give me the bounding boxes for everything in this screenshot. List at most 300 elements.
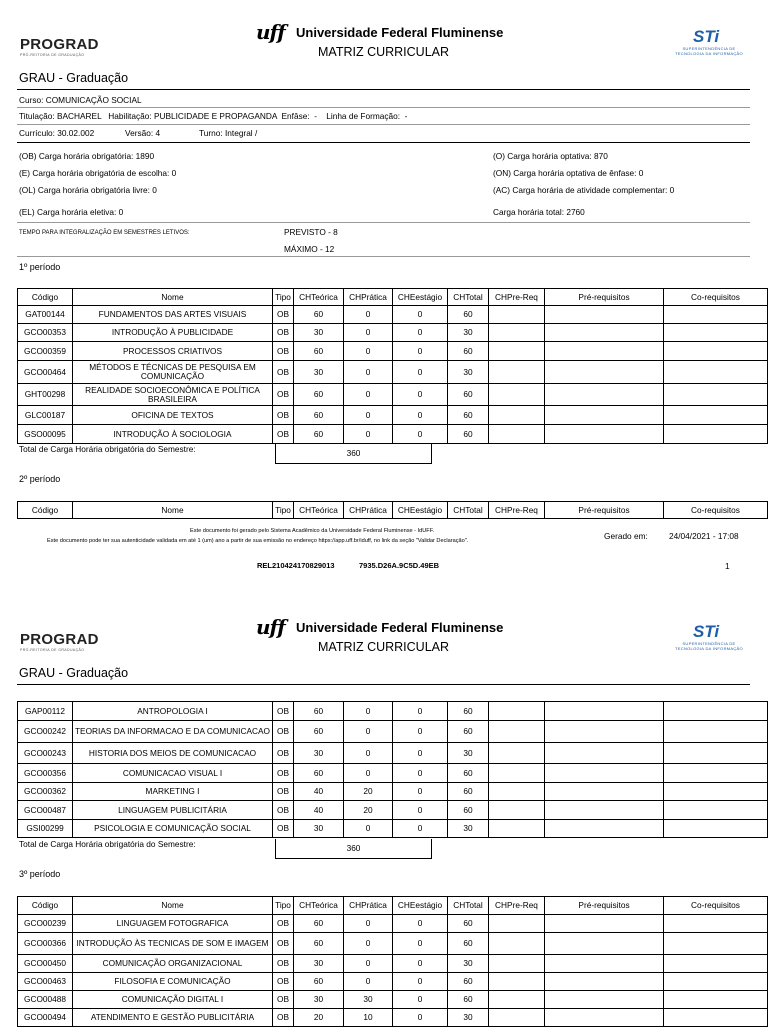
table-row [18, 743, 768, 764]
nome-cell: COMUNICAÇÃO DIGITAL I [73, 991, 273, 1009]
chteorica-cell: 60 [294, 306, 344, 324]
corequisitos-cell [664, 820, 768, 838]
chteorica-cell: 60 [294, 933, 344, 955]
periodo2-table [17, 701, 768, 838]
chprereq-cell [489, 306, 545, 324]
grau-heading: GRAU - Graduação [19, 71, 129, 85]
maximo-text: MÁXIMO - 12 [284, 244, 335, 254]
col-codigo: Código [18, 897, 73, 915]
prerequisitos-cell [545, 324, 664, 342]
chteorica-cell: 60 [294, 342, 344, 361]
grau-heading: GRAU - Graduação [19, 666, 129, 680]
prerequisitos-cell [545, 764, 664, 783]
chpratica-cell: 0 [344, 915, 393, 933]
col-tipo: Tipo [273, 289, 294, 306]
codigo-cell: GCO00366 [18, 933, 73, 955]
chtotal-cell: 30 [448, 361, 489, 384]
chpratica-cell: 0 [344, 721, 393, 743]
sti-subtitle-1: SUPERINTENDÊNCIA DE [682, 46, 736, 51]
prerequisitos-cell [545, 915, 664, 933]
table-row [18, 973, 768, 991]
col-corequisitos: Co-requisitos [664, 897, 768, 915]
chtotal-cell: 60 [448, 991, 489, 1009]
gerado-value: 24/04/2021 - 17:08 [669, 531, 739, 541]
codigo-cell: GCO00243 [18, 743, 73, 764]
nome-cell: ATENDIMENTO E GESTÃO PUBLICITÁRIA [73, 1009, 273, 1027]
tipo-cell: OB [273, 384, 294, 406]
sti-logo: STi [693, 27, 720, 46]
table-header-row [18, 897, 768, 915]
nome-cell: MÉTODOS E TÉCNICAS DE PESQUISA EM COMUNICAÇÃO [73, 361, 273, 384]
tipo-cell: OB [273, 915, 294, 933]
corequisitos-cell [664, 743, 768, 764]
chprereq-cell [489, 384, 545, 406]
versao-text: Versão: 4 [125, 128, 161, 138]
nome-cell: REALIDADE SOCIOECONÔMICA E POLÍTICA BRASILEIRA [73, 384, 273, 406]
divider [17, 222, 750, 223]
col-chpratica: CHPrática [344, 289, 393, 306]
chteorica-cell: 60 [294, 425, 344, 444]
tipo-cell: OB [273, 721, 294, 743]
gerado-label: Gerado em: [604, 531, 648, 541]
footer-line-1: Este documento foi gerado pelo Sistema Acadêmico da Universidade Federal Fluminense - IdUFF. [190, 528, 435, 534]
chteorica-cell: 30 [294, 955, 344, 973]
tipo-cell: OB [273, 933, 294, 955]
cheestagio-cell: 0 [393, 406, 448, 425]
chtotal-cell: 30 [448, 820, 489, 838]
chteorica-cell: 60 [294, 915, 344, 933]
chprereq-cell [489, 764, 545, 783]
table-row [18, 991, 768, 1009]
report-id: REL210424170829013 [257, 561, 335, 570]
chpratica-cell: 0 [344, 384, 393, 406]
chpratica-cell: 0 [344, 702, 393, 721]
turno-text: Turno: Integral / [199, 128, 258, 138]
prerequisitos-cell [545, 955, 664, 973]
col-chprereq: CHPre-Req [489, 289, 545, 306]
sti-subtitle-1: SUPERINTENDÊNCIA DE [682, 641, 736, 646]
ol-text: (OL) Carga horária obrigatória livre: 0 [19, 185, 157, 195]
divider [17, 256, 750, 257]
codigo-cell: GCO00353 [18, 324, 73, 342]
chprereq-cell [489, 991, 545, 1009]
corequisitos-cell [664, 764, 768, 783]
table-row [18, 933, 768, 955]
col-prerequisitos: Pré-requisitos [545, 289, 664, 306]
cheestagio-cell: 0 [393, 384, 448, 406]
table-row [18, 702, 768, 721]
chpratica-cell: 0 [344, 406, 393, 425]
codigo-cell: GCO00487 [18, 801, 73, 820]
codigo-cell: GSO00095 [18, 425, 73, 444]
chpratica-cell: 0 [344, 324, 393, 342]
chtotal-cell: 60 [448, 915, 489, 933]
cheestagio-cell: 0 [393, 991, 448, 1009]
nome-cell: PROCESSOS CRIATIVOS [73, 342, 273, 361]
col-prerequisitos: Pré-requisitos [545, 897, 664, 915]
prerequisitos-cell [545, 721, 664, 743]
prerequisitos-cell [545, 306, 664, 324]
university-name: Universidade Federal Fluminense [296, 620, 504, 635]
periodo-title: 2º período [19, 474, 61, 484]
col-chpratica: CHPrática [344, 502, 393, 519]
col-tipo: Tipo [273, 502, 294, 519]
corequisitos-cell [664, 991, 768, 1009]
tipo-cell: OB [273, 820, 294, 838]
table-row [18, 342, 768, 361]
sti-subtitle-2: TECNOLOGIA DA INFORMAÇÃO [675, 51, 743, 56]
prerequisitos-cell [545, 743, 664, 764]
chpratica-cell: 0 [344, 425, 393, 444]
codigo-cell: GCO00239 [18, 915, 73, 933]
cheestagio-cell: 0 [393, 702, 448, 721]
nome-cell: PSICOLOGIA E COMUNICAÇÃO SOCIAL [73, 820, 273, 838]
col-corequisitos: Co-requisitos [664, 289, 768, 306]
nome-cell: LINGUAGEM FOTOGRAFICA [73, 915, 273, 933]
prograd-logo: PROGRAD [20, 36, 99, 53]
col-chtotal: CHTotal [448, 502, 489, 519]
cheestagio-cell: 0 [393, 973, 448, 991]
university-name: Universidade Federal Fluminense [296, 25, 504, 40]
col-nome: Nome [73, 502, 273, 519]
periodo-title: 1º período [19, 262, 61, 272]
prerequisitos-cell [545, 820, 664, 838]
col-chtotal: CHTotal [448, 289, 489, 306]
cheestagio-cell: 0 [393, 743, 448, 764]
col-tipo: Tipo [273, 897, 294, 915]
document-title: MATRIZ CURRICULAR [318, 45, 450, 59]
col-codigo: Código [18, 502, 73, 519]
col-chtotal: CHTotal [448, 897, 489, 915]
report-hash: 7935.D26A.9C5D.49EB [359, 561, 440, 570]
divider [17, 142, 750, 143]
table-header-row [18, 502, 768, 519]
periodo-title: 3º período [19, 869, 61, 879]
chtotal-cell: 60 [448, 384, 489, 406]
table-row [18, 425, 768, 444]
sti-subtitle-2: TECNOLOGIA DA INFORMAÇÃO [675, 646, 743, 651]
prerequisitos-cell [545, 783, 664, 801]
nome-cell: INTRODUÇÃO À PUBLICIDADE [73, 324, 273, 342]
document-title: MATRIZ CURRICULAR [318, 640, 450, 654]
ac-text: (AC) Carga horária de atividade complementar: 0 [493, 185, 675, 195]
chpratica-cell: 0 [344, 342, 393, 361]
tipo-cell: OB [273, 783, 294, 801]
cheestagio-cell: 0 [393, 324, 448, 342]
table-row [18, 384, 768, 406]
nome-cell: TEORIAS DA INFORMACAO E DA COMUNICACAO [73, 721, 273, 743]
total-label: Total de Carga Horária obrigatória do Semestre: [19, 444, 196, 454]
table-row [18, 764, 768, 783]
prograd-logo: PROGRAD [20, 631, 99, 648]
sti-logo: STi [693, 622, 720, 641]
uff-logo: uff [256, 615, 285, 639]
on-text: (ON) Carga horária optativa de ênfase: 0 [493, 168, 644, 178]
chpratica-cell: 0 [344, 743, 393, 764]
titulacao-text: Titulação: BACHAREL Habilitação: PUBLICIDADE E PROPAGANDA Enfâse: - Linha de Formação: - [19, 111, 408, 121]
tipo-cell: OB [273, 702, 294, 721]
tipo-cell: OB [273, 306, 294, 324]
table-row [18, 361, 768, 384]
corequisitos-cell [664, 933, 768, 955]
prerequisitos-cell [545, 425, 664, 444]
nome-cell: OFICINA DE TEXTOS [73, 406, 273, 425]
tipo-cell: OB [273, 743, 294, 764]
table-row [18, 406, 768, 425]
periodo3-table [17, 896, 768, 1027]
cheestagio-cell: 0 [393, 783, 448, 801]
uff-logo: uff [256, 20, 285, 44]
corequisitos-cell [664, 361, 768, 384]
chpratica-cell: 0 [344, 306, 393, 324]
prerequisitos-cell [545, 406, 664, 425]
nome-cell: MARKETING I [73, 783, 273, 801]
codigo-cell: GSI00299 [18, 820, 73, 838]
chpratica-cell: 0 [344, 955, 393, 973]
chteorica-cell: 60 [294, 702, 344, 721]
tipo-cell: OB [273, 342, 294, 361]
tipo-cell: OB [273, 361, 294, 384]
cheestagio-cell: 0 [393, 820, 448, 838]
chtotal-cell: 60 [448, 973, 489, 991]
table-row [18, 306, 768, 324]
chpratica-cell: 30 [344, 991, 393, 1009]
prerequisitos-cell [545, 933, 664, 955]
chpratica-cell: 20 [344, 801, 393, 820]
col-cheestagio: CHEestágio [393, 289, 448, 306]
col-chteorica: CHTeórica [294, 502, 344, 519]
col-chpratica: CHPrática [344, 897, 393, 915]
chteorica-cell: 20 [294, 1009, 344, 1027]
col-chprereq: CHPre-Req [489, 897, 545, 915]
cheestagio-cell: 0 [393, 933, 448, 955]
chprereq-cell [489, 801, 545, 820]
curso-text: Curso: COMUNICAÇÃO SOCIAL [19, 95, 142, 105]
corequisitos-cell [664, 384, 768, 406]
prerequisitos-cell [545, 973, 664, 991]
nome-cell: COMUNICAÇÃO ORGANIZACIONAL [73, 955, 273, 973]
prerequisitos-cell [545, 991, 664, 1009]
ob-text: (OB) Carga horária obrigatória: 1890 [19, 151, 155, 161]
corequisitos-cell [664, 801, 768, 820]
col-prerequisitos: Pré-requisitos [545, 502, 664, 519]
cheestagio-cell: 0 [393, 801, 448, 820]
codigo-cell: GCO00463 [18, 973, 73, 991]
chprereq-cell [489, 702, 545, 721]
semester-total: 360 [275, 839, 432, 859]
chteorica-cell: 60 [294, 764, 344, 783]
chpratica-cell: 0 [344, 933, 393, 955]
tipo-cell: OB [273, 1009, 294, 1027]
nome-cell: FUNDAMENTOS DAS ARTES VISUAIS [73, 306, 273, 324]
cheestagio-cell: 0 [393, 915, 448, 933]
codigo-cell: GCO00494 [18, 1009, 73, 1027]
footer-line-2: Este documento pode ter sua autenticidade validada em até 1 (um) ano a partir de sua emissão no endereço https://app.uff.br/iduff, no link da seção "Validar Declaração". [47, 538, 469, 544]
table-row [18, 783, 768, 801]
col-codigo: Código [18, 289, 73, 306]
corequisitos-cell [664, 783, 768, 801]
chprereq-cell [489, 425, 545, 444]
col-nome: Nome [73, 897, 273, 915]
table-header-row [18, 289, 768, 306]
cheestagio-cell: 0 [393, 306, 448, 324]
chteorica-cell: 30 [294, 743, 344, 764]
chprereq-cell [489, 721, 545, 743]
chprereq-cell [489, 406, 545, 425]
nome-cell: INTRODUÇÃO ÀS TECNICAS DE SOM E IMAGEM [73, 933, 273, 955]
prerequisitos-cell [545, 384, 664, 406]
chtotal-cell: 60 [448, 306, 489, 324]
chpratica-cell: 0 [344, 764, 393, 783]
codigo-cell: GCO00242 [18, 721, 73, 743]
chteorica-cell: 40 [294, 801, 344, 820]
page-number: 1 [725, 561, 730, 571]
chteorica-cell: 60 [294, 406, 344, 425]
chteorica-cell: 60 [294, 384, 344, 406]
e-text: (E) Carga horária obrigatória de escolha: 0 [19, 168, 177, 178]
corequisitos-cell [664, 702, 768, 721]
col-cheestagio: CHEestágio [393, 897, 448, 915]
total-label: Total de Carga Horária obrigatória do Semestre: [19, 839, 196, 849]
nome-cell: LINGUAGEM PUBLICITÁRIA [73, 801, 273, 820]
codigo-cell: GAP00112 [18, 702, 73, 721]
prerequisitos-cell [545, 361, 664, 384]
chprereq-cell [489, 820, 545, 838]
chpratica-cell: 0 [344, 973, 393, 991]
prograd-subtitle: PRÓ-REITORIA DE GRADUAÇÃO [20, 648, 85, 652]
chprereq-cell [489, 342, 545, 361]
chteorica-cell: 60 [294, 721, 344, 743]
chprereq-cell [489, 933, 545, 955]
chprereq-cell [489, 743, 545, 764]
table-row [18, 955, 768, 973]
tipo-cell: OB [273, 991, 294, 1009]
chteorica-cell: 30 [294, 361, 344, 384]
corequisitos-cell [664, 915, 768, 933]
prograd-subtitle: PRÓ-REITORIA DE GRADUAÇÃO [20, 53, 85, 57]
chtotal-cell: 60 [448, 764, 489, 783]
divider [17, 684, 750, 685]
chpratica-cell: 0 [344, 820, 393, 838]
col-chteorica: CHTeórica [294, 897, 344, 915]
table-row [18, 801, 768, 820]
col-nome: Nome [73, 289, 273, 306]
table-row [18, 820, 768, 838]
codigo-cell: GLC00187 [18, 406, 73, 425]
chtotal-cell: 60 [448, 801, 489, 820]
chtotal-cell: 60 [448, 406, 489, 425]
chprereq-cell [489, 783, 545, 801]
chprereq-cell [489, 361, 545, 384]
col-chprereq: CHPre-Req [489, 502, 545, 519]
chtotal-cell: 60 [448, 721, 489, 743]
cheestagio-cell: 0 [393, 764, 448, 783]
chtotal-cell: 30 [448, 743, 489, 764]
codigo-cell: GAT00144 [18, 306, 73, 324]
nome-cell: ANTROPOLOGIA I [73, 702, 273, 721]
chtotal-cell: 30 [448, 1009, 489, 1027]
divider [17, 124, 750, 125]
table-row [18, 721, 768, 743]
periodo1-table [17, 288, 768, 444]
tipo-cell: OB [273, 425, 294, 444]
chtotal-cell: 60 [448, 342, 489, 361]
previsto-text: PREVISTO - 8 [284, 227, 338, 237]
codigo-cell: GCO00488 [18, 991, 73, 1009]
col-chteorica: CHTeórica [294, 289, 344, 306]
tipo-cell: OB [273, 955, 294, 973]
tipo-cell: OB [273, 764, 294, 783]
chteorica-cell: 30 [294, 324, 344, 342]
chpratica-cell: 0 [344, 361, 393, 384]
chtotal-cell: 60 [448, 702, 489, 721]
col-cheestagio: CHEestágio [393, 502, 448, 519]
prerequisitos-cell [545, 342, 664, 361]
nome-cell: INTRODUÇÃO À SOCIOLOGIA [73, 425, 273, 444]
codigo-cell: GCO00464 [18, 361, 73, 384]
periodo2-header-table [17, 501, 768, 519]
divider [17, 107, 750, 108]
tipo-cell: OB [273, 324, 294, 342]
o-text: (O) Carga horária optativa: 870 [493, 151, 608, 161]
el-text: (EL) Carga horária eletiva: 0 [19, 207, 124, 217]
codigo-cell: GCO00450 [18, 955, 73, 973]
tempo-label: TEMPO PARA INTEGRALIZAÇÃO EM SEMESTRES LETIVOS: [19, 230, 190, 236]
nome-cell: FILOSOFIA E COMUNICAÇÃO [73, 973, 273, 991]
chpratica-cell: 10 [344, 1009, 393, 1027]
corequisitos-cell [664, 425, 768, 444]
corequisitos-cell [664, 955, 768, 973]
codigo-cell: GCO00356 [18, 764, 73, 783]
total-text: Carga horária total: 2760 [493, 207, 585, 217]
cheestagio-cell: 0 [393, 361, 448, 384]
chtotal-cell: 30 [448, 324, 489, 342]
tipo-cell: OB [273, 406, 294, 425]
corequisitos-cell [664, 721, 768, 743]
prerequisitos-cell [545, 702, 664, 721]
chteorica-cell: 40 [294, 783, 344, 801]
chtotal-cell: 60 [448, 425, 489, 444]
corequisitos-cell [664, 973, 768, 991]
col-corequisitos: Co-requisitos [664, 502, 768, 519]
nome-cell: HISTORIA DOS MEIOS DE COMUNICACAO [73, 743, 273, 764]
chprereq-cell [489, 955, 545, 973]
chprereq-cell [489, 324, 545, 342]
corequisitos-cell [664, 306, 768, 324]
tipo-cell: OB [273, 973, 294, 991]
chtotal-cell: 60 [448, 933, 489, 955]
chteorica-cell: 60 [294, 973, 344, 991]
chteorica-cell: 30 [294, 991, 344, 1009]
codigo-cell: GHT00298 [18, 384, 73, 406]
divider [17, 89, 750, 90]
corequisitos-cell [664, 406, 768, 425]
corequisitos-cell [664, 324, 768, 342]
cheestagio-cell: 0 [393, 342, 448, 361]
tipo-cell: OB [273, 801, 294, 820]
curriculo-text: Currículo: 30.02.002 [19, 128, 95, 138]
prerequisitos-cell [545, 801, 664, 820]
semester-total: 360 [275, 444, 432, 464]
cheestagio-cell: 0 [393, 955, 448, 973]
cheestagio-cell: 0 [393, 425, 448, 444]
table-row [18, 915, 768, 933]
codigo-cell: GCO00359 [18, 342, 73, 361]
chpratica-cell: 20 [344, 783, 393, 801]
chtotal-cell: 30 [448, 955, 489, 973]
chteorica-cell: 30 [294, 820, 344, 838]
nome-cell: COMUNICACAO VISUAL I [73, 764, 273, 783]
